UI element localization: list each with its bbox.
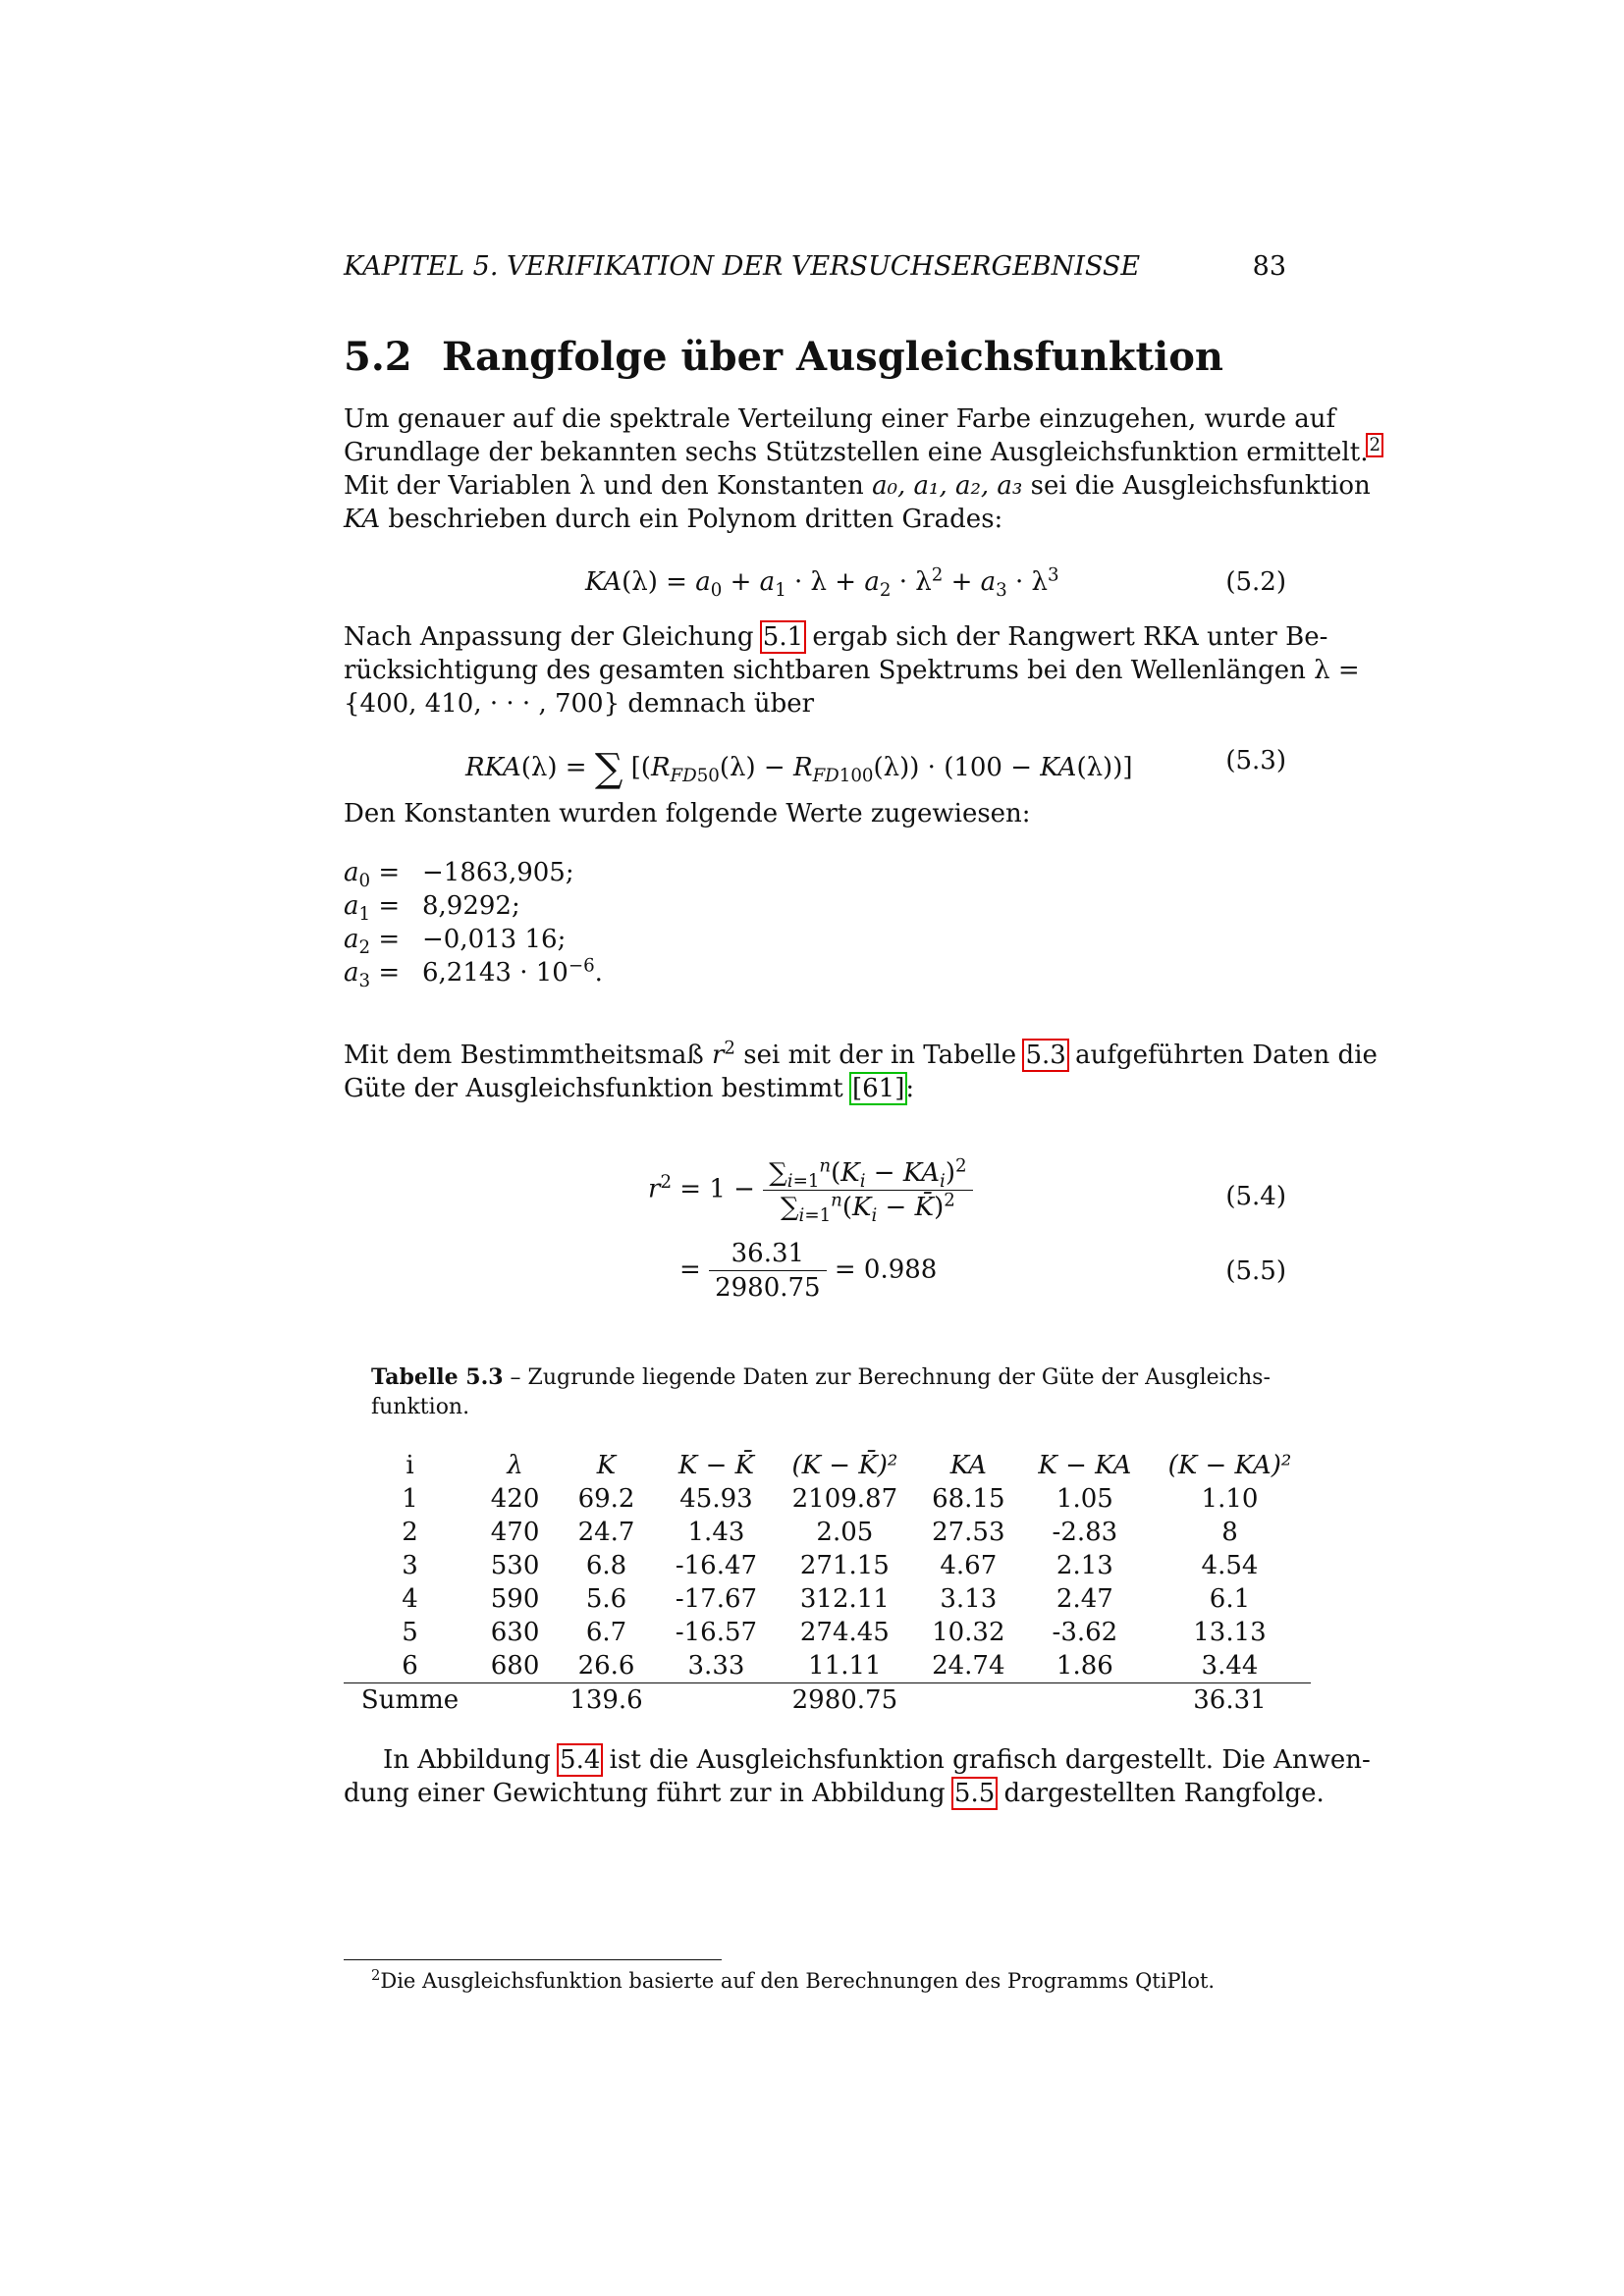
- text-line: Mit dem Bestimmtheitsmaß $r^2$ sei mit der in Tabelle 5.3 aufgeführten Daten die: [344, 1038, 1378, 1070]
- footnote-link[interactable]: 2: [1369, 435, 1381, 456]
- column-header: (K − K̄)²: [791, 1451, 898, 1480]
- text-span: ergab sich der Rangwert RKA unter Be-: [804, 622, 1328, 652]
- text-line: [344, 620, 1328, 654]
- equation-5-4: [344, 1155, 1286, 1237]
- equation-number: (5.5): [1225, 1256, 1286, 1286]
- column-header: (K − KA)²: [1167, 1451, 1292, 1480]
- figure-link[interactable]: 5.5: [953, 1779, 996, 1808]
- section-heading: [344, 334, 1223, 380]
- equation-number: (5.4): [1225, 1182, 1286, 1211]
- caption-text: – Zugrunde liegende Daten zur Berechnung der Güte der Ausgleichs-: [503, 1365, 1271, 1390]
- footnote-mark: 2: [371, 1967, 381, 1984]
- running-header: [344, 251, 1286, 282]
- text-line: Um genauer auf die spektrale Verteilung einer Farbe einzugehen, wurde auf: [344, 404, 1336, 434]
- equation-body: $r^2 = 1$ − $\frac{\sum_{i=1}^n(K_i - KA_i)^2}{\sum_{i=1}^n(K_i - K̄)^2}$: [648, 1158, 973, 1222]
- table-row: 4 590 5.6 -17.67 312.11 3.13 2.47 6.1: [402, 1584, 1251, 1614]
- paragraph-rangwert: [344, 620, 1360, 721]
- paragraph-abbildung: [344, 1743, 1371, 1810]
- text-span: Grundlage der bekannten sechs Stützstellen eine Ausgleichsfunktion ermittelt.: [344, 438, 1369, 467]
- text-line: [344, 1777, 1325, 1810]
- math-constants: a₀, a₁, a₂, a₃: [872, 471, 1023, 501]
- section-title: Rangfolge über Ausgleichsfunktion: [442, 334, 1223, 380]
- equation-number: (5.2): [1225, 567, 1286, 597]
- text-span: Mit der Variablen λ und den Konstanten: [344, 471, 873, 501]
- data-table: [344, 1449, 1311, 1717]
- text-span: Nach Anpassung der Gleichung: [344, 622, 762, 652]
- constant-a2: $a_2 = -0,013$ 16;: [344, 925, 567, 959]
- text-span: Mit dem Bestimmtheitsmaß: [344, 1041, 712, 1070]
- text-line: [344, 469, 1371, 503]
- column-header: KA: [949, 1451, 987, 1480]
- constant-a1: $a_1 = 8,9292$;: [344, 891, 520, 926]
- paragraph-constants-intro: [344, 797, 1286, 830]
- caption-label: Tabelle 5.3: [371, 1364, 504, 1390]
- table-row: 5 630 6.7 -16.57 274.45 10.32 -3.62 13.13: [402, 1618, 1267, 1647]
- running-title: KAPITEL 5. VERIFIKATION DER VERSUCHSERGEBNISSE: [344, 251, 1141, 282]
- text-line: [344, 435, 1381, 469]
- text-span: In Abbildung: [383, 1745, 560, 1775]
- column-header: K − KA: [1038, 1451, 1132, 1480]
- text-line: {400, 410, · · · , 700} demnach über: [344, 689, 815, 719]
- column-header: K: [596, 1451, 617, 1480]
- constant-value: −0,013 16;: [422, 925, 567, 954]
- paragraph-bestimmtheitsmass: [344, 1038, 1378, 1105]
- constant-value: −1863,905;: [422, 858, 574, 887]
- equation-body: $KA(\lambda) = a_0 + a_1 \cdot \lambda + a_2 \cdot \lambda^2 + a_3 \cdot \lambda^3$: [585, 564, 1059, 602]
- math-ka: KA: [344, 505, 381, 534]
- equation-5-5: [344, 1239, 1286, 1317]
- text-line: rücksichtigung des gesamten sichtbaren Spektrums bei den Wellenlängen λ =: [344, 656, 1360, 685]
- text-span: aufgeführten Daten die: [1066, 1041, 1378, 1070]
- footnote-text: Die Ausgleichsfunktion basierte auf den Berechnungen des Programms QtiPlot.: [380, 1969, 1216, 1993]
- text-line: Den Konstanten wurden folgende Werte zugewiesen:: [344, 799, 1031, 828]
- column-header: λ: [507, 1451, 523, 1480]
- footnote: [371, 1969, 1215, 1993]
- text-span: ist die Ausgleichsfunktion grafisch dargestellt. Die Anwen-: [601, 1745, 1371, 1775]
- table-link[interactable]: 5.3: [1025, 1041, 1066, 1070]
- text-span: dung einer Gewichtung führt zur in Abbildung: [344, 1779, 953, 1808]
- constant-value: 6,2143 · 10: [422, 958, 568, 988]
- table-row: 3 530 6.8 -16.47 271.15 4.67 2.13 4.54: [402, 1551, 1259, 1580]
- fraction-denominator: 2980.75: [715, 1273, 821, 1303]
- constant-a3: $a_3 = 6,2143 \cdot 10^{-6}$.: [344, 955, 603, 992]
- table-header-row: [344, 1449, 1311, 1482]
- text-span: sei die Ausgleichsfunktion: [1022, 471, 1371, 501]
- paragraph-intro: [344, 402, 1381, 536]
- table-row: 6 680 26.6 3.33 11.11 24.74 1.86 3.44: [402, 1651, 1259, 1681]
- equation-number: (5.3): [1225, 746, 1286, 775]
- text-span: beschrieben durch ein Polynom dritten Grades:: [380, 505, 1003, 534]
- text-span: Güte der Ausgleichsfunktion bestimmt: [344, 1074, 851, 1103]
- equation-result: = 0.988: [834, 1255, 938, 1285]
- column-header: K − K̄: [677, 1451, 755, 1480]
- text-line: [344, 1743, 1371, 1777]
- constant-value: 8,9292;: [422, 891, 520, 921]
- constants-list: [344, 856, 603, 992]
- caption-text: funktion.: [371, 1395, 470, 1419]
- section-number: 5.2: [344, 334, 412, 380]
- text-line: [344, 1072, 1286, 1105]
- text-span: dargestellten Rangfolge.: [996, 1779, 1325, 1808]
- table-row: 1 420 69.2 45.93 2109.87 68.15 1.05 1.10: [402, 1484, 1259, 1514]
- equation-body: RKA(λ) = ∑ $[(R_{FD50}(\lambda) - R_{FD100}(\lambda)) \cdot (100 - KA(\lambda))]$: [465, 746, 1133, 791]
- equation-link[interactable]: 5.1: [762, 622, 804, 652]
- text-line: [344, 503, 1286, 536]
- fraction-numerator: 36.31: [709, 1239, 827, 1271]
- page-number: 83: [1252, 251, 1286, 282]
- text-span: :: [905, 1074, 915, 1103]
- table-sum-row: Summe 139.6 2980.75 36.31: [344, 1683, 1311, 1718]
- constant-a0: $a_0 = -1863,905$;: [344, 858, 574, 892]
- column-header: i: [406, 1451, 414, 1480]
- text-span: sei mit der in Tabelle: [735, 1041, 1025, 1070]
- equation-body: = $\frac{36.31}{2980.75}$ = 0.988: [679, 1239, 938, 1303]
- table-caption: [371, 1362, 1284, 1422]
- citation-link[interactable]: [61]: [851, 1074, 905, 1103]
- footnote-rule: [344, 1959, 722, 1960]
- table-row: 2 470 24.7 1.43 2.05 27.53 -2.83 8: [402, 1518, 1238, 1547]
- figure-link[interactable]: 5.4: [560, 1745, 601, 1775]
